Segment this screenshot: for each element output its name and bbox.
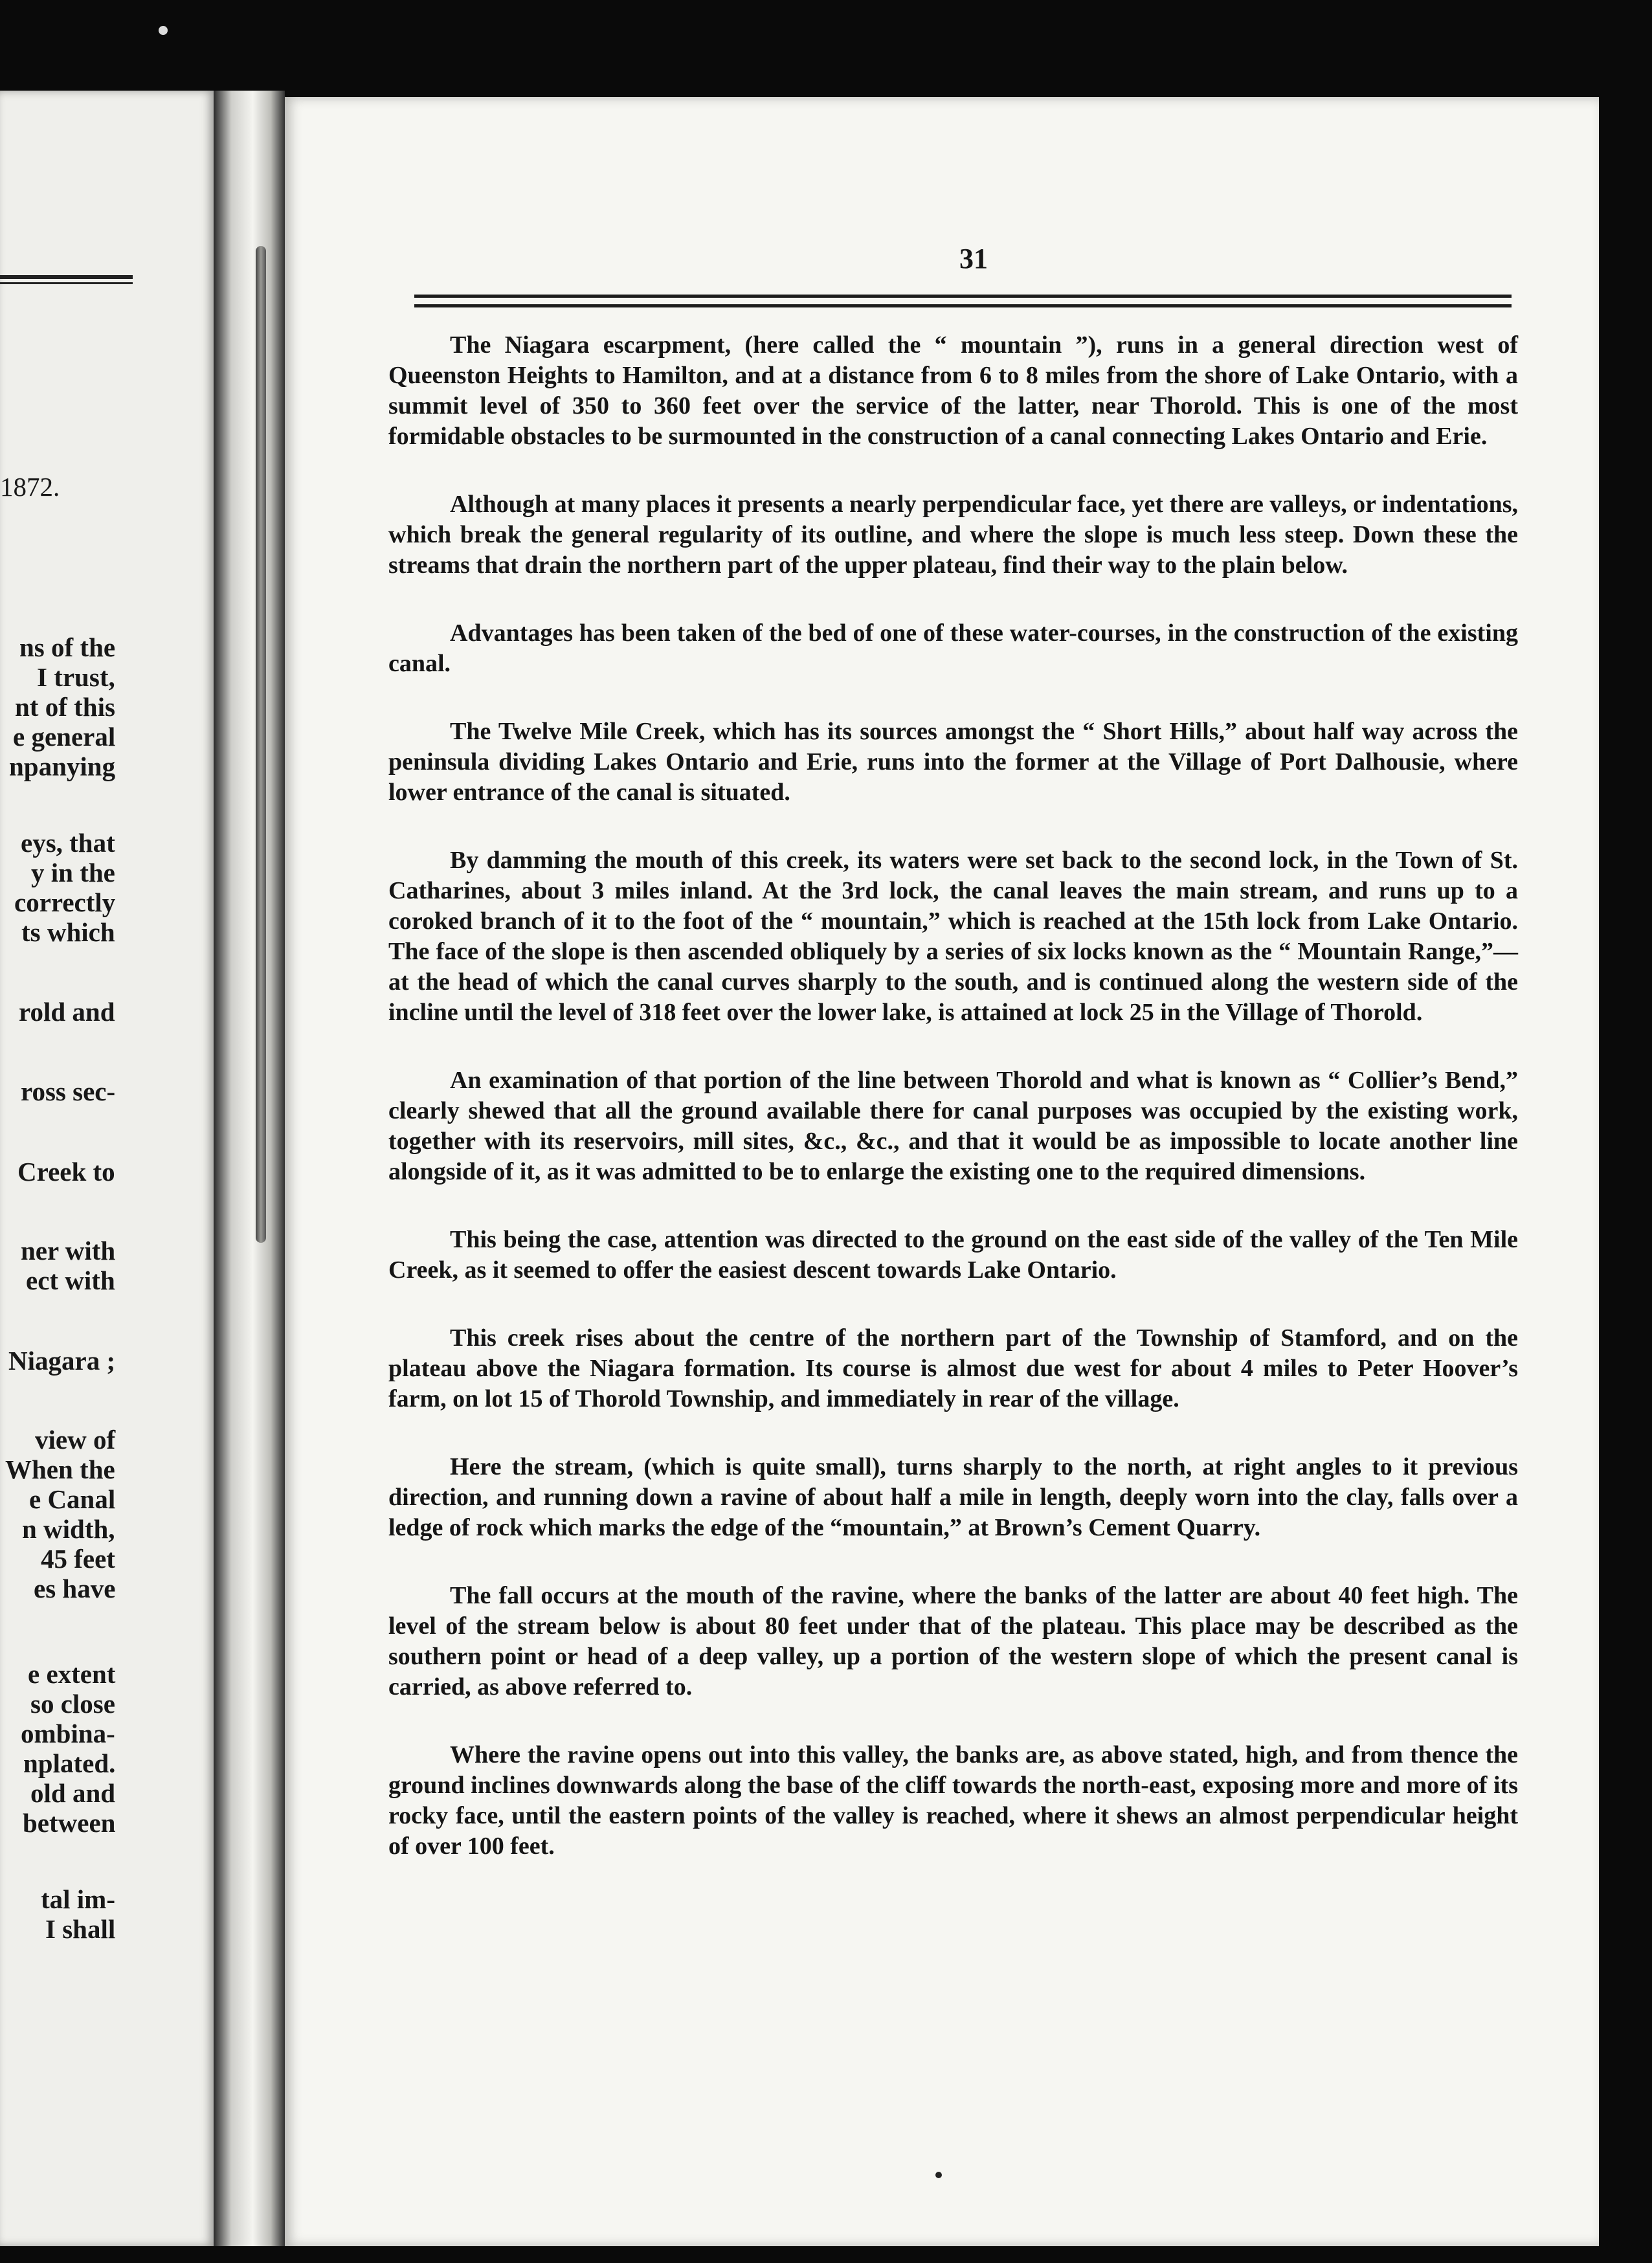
paragraph: This creek rises about the centre of the northern part of the Township of Stamford, and on the plateau above the Niagara formation. Its course is almost due west for about 4 miles to Peter Hoover’s farm, on lot 15 of Thorold Township, and immediately in rear of the village. (388, 1324, 1518, 1412)
left-line: old and (30, 1778, 116, 1808)
left-line: n width, (22, 1514, 115, 1544)
left-line: ts which (21, 917, 115, 947)
scan-speck (159, 26, 168, 35)
left-line: ns of the (19, 632, 116, 662)
left-line: eys, that (21, 828, 115, 858)
left-line: es have (34, 1574, 116, 1603)
paragraph: An examination of that portion of the line between Thorold and what is known as “ Collier’s Bend,” clearly shewed that all the ground available there for canal purposes was occupied by the existing work, together with its reservoirs, mill sites, &c., &c., and that it would be as impossible to locate another line alongside of it, as it was admitted to be to enlarge the existing one to the required dimensions. (388, 1067, 1518, 1185)
left-line: ombina- (21, 1719, 115, 1748)
left-line: e general (13, 722, 116, 752)
left-line: Creek to (17, 1157, 115, 1187)
left-line: correctly (14, 887, 116, 917)
left-line: y in the (31, 858, 115, 887)
header-rule (414, 295, 1512, 307)
left-line: I trust, (37, 662, 115, 692)
left-line: e Canal (29, 1484, 116, 1514)
paragraph: The Twelve Mile Creek, which has its sources amongst the “ Short Hills,” about half way across the peninsula dividing Lakes Ontario and Erie, runs into the former at the Village of Port Dalhousie, where lower entrance of the canal is situated. (388, 718, 1518, 806)
paragraph: The fall occurs at the mouth of the ravine, where the banks of the latter are about 40 feet high. The level of the stream below is about 80 feet under that of the plateau. This place may be described as the southern point or head of a deep valley, up a portion of the western slope of which the present canal is carried, as above referred to. (388, 1582, 1518, 1700)
body-text (388, 330, 1518, 1899)
paragraph: This being the case, attention was directed to the ground on the east side of the valley of the Ten Mile Creek, as it seemed to offer the easiest descent towards Lake Ontario. (388, 1226, 1518, 1284)
paragraph: Here the stream, (which is quite small), turns sharply to the north, at right angles to it previous direction, and running down a ravine of about half a mile in length, deeply worn into the clay, falls over a ledge of rock which marks the edge of the “mountain,” at Brown’s Cement Quarry. (388, 1453, 1518, 1541)
book-gutter (214, 91, 285, 2246)
left-line: ect with (26, 1265, 115, 1295)
left-line: 45 feet (41, 1544, 115, 1574)
left-line: npanying (9, 752, 116, 781)
left-line: between (23, 1808, 116, 1838)
left-line: tal im- (41, 1884, 115, 1914)
left-line: nplated. (23, 1748, 116, 1778)
left-line: I shall (45, 1914, 116, 1944)
paragraph: Where the ravine opens out into this valley, the banks are, as above stated, high, and from thence the ground inclines downwards along the base of the cliff towards the north-east, exposing more and more of its rocky face, until the eastern points of the valley is reached, where it shews an almost perpendicular height of over 100 feet. (388, 1741, 1518, 1860)
left-year: 1872. (0, 472, 60, 502)
left-line: e extent (28, 1659, 116, 1689)
paragraph: Although at many places it presents a nearly perpendicular face, yet there are valleys, or indentations, which break the general regularity of its outline, and where the slope is much less steep. Down these the streams that drain the northern part of the upper plateau, find their way to the plain below. (388, 491, 1518, 579)
left-line: When the (5, 1455, 115, 1484)
left-header-rule (0, 275, 133, 284)
page-number: 31 (959, 243, 988, 274)
left-line: nt of this (15, 692, 115, 722)
left-line: view of (35, 1425, 116, 1455)
left-line: so close (30, 1689, 115, 1719)
paragraph: Advantages has been taken of the bed of one of these water-courses, in the construction of the existing canal. (388, 619, 1518, 677)
left-line: ross sec- (21, 1076, 116, 1106)
printer-mark (935, 2172, 942, 2178)
left-line: ner with (21, 1236, 116, 1265)
paragraph: The Niagara escarpment, (here called the “ mountain ”), runs in a general direction west of Queenston Heights to Hamilton, and at a distance from 6 to 8 miles from the shore of Lake Ontario, with a summit level of 350 to 360 feet over the service of the latter, near Thorold. This is one of the most formidable obstacles to be surmounted in the construction of a canal connecting Lakes Ontario and Erie. (388, 331, 1518, 450)
binding-stitch (256, 246, 266, 1243)
left-line: rold and (19, 997, 115, 1027)
left-line: Niagara ; (8, 1346, 116, 1376)
paragraph: By damming the mouth of this creek, its waters were set back to the second lock, in the Town of St. Catharines, about 3 miles inland. At the 3rd lock, the canal leaves the main stream, and runs up to a coroked branch of it to the foot of the “ mountain,” which is reached at the 15th lock from Lake Ontario. The face of the slope is then ascended obliquely by a series of six locks known as the “ Mountain Range,”—at the head of which the canal curves sharply to the south, and is continued along the western side of the incline until the level of 318 feet over the lower lake, is attained at lock 25 in the Village of Thorold. (388, 847, 1518, 1026)
